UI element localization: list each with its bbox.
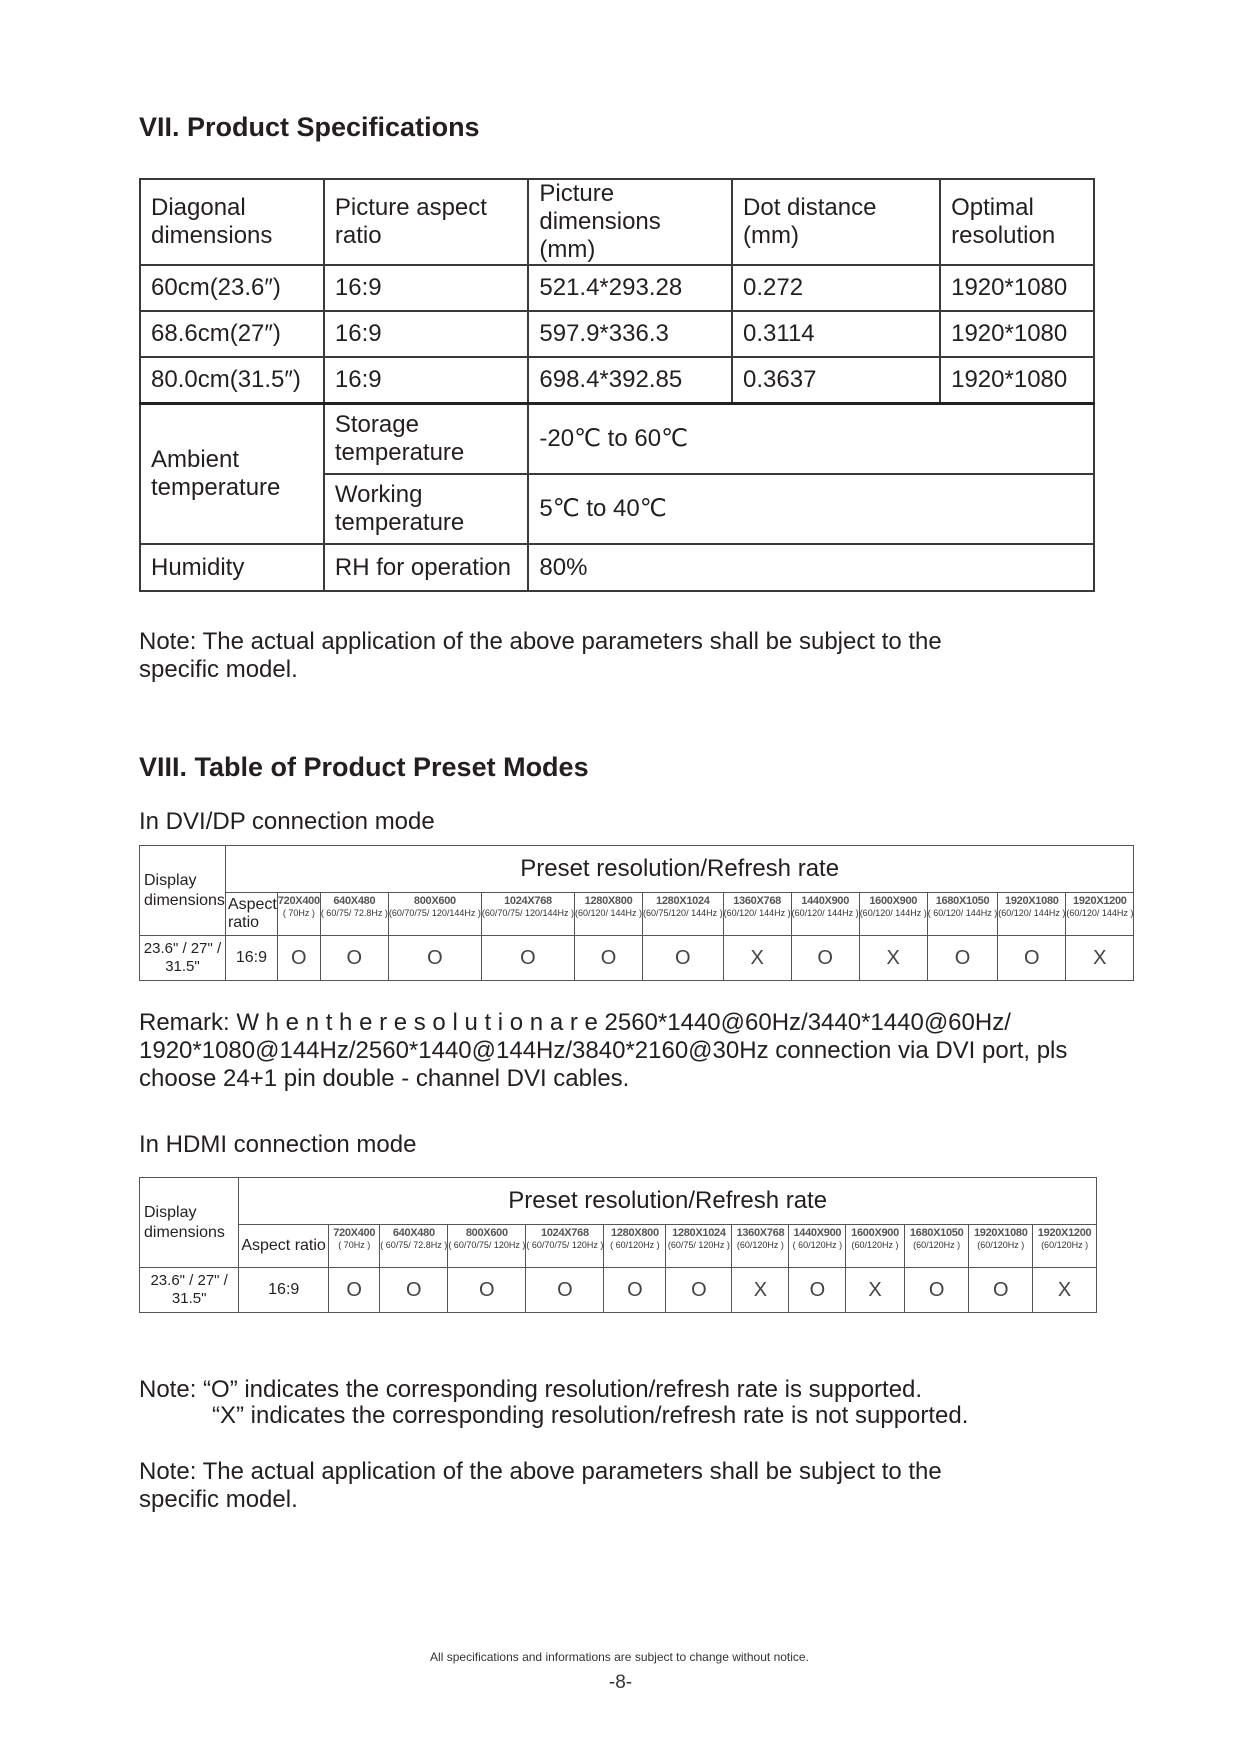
rh-label: RH for operation	[324, 544, 529, 591]
refresh-rates: (60/120/ 144Hz )	[1066, 908, 1134, 918]
cell: 1920*1080	[940, 265, 1094, 311]
page-number: -8-	[608, 1672, 633, 1693]
section7-note: Note: The actual application of the above parameters shall be subject to the specific model.	[139, 628, 942, 683]
resolution-header	[1033, 1225, 1097, 1268]
support-mark: O	[320, 936, 388, 981]
storage-temperature-value: -20℃ to 60℃	[528, 404, 1094, 475]
refresh-rates: (60/120/ 144Hz )	[791, 908, 859, 918]
support-mark: X	[1066, 936, 1134, 981]
resolution-name: 1440X900	[801, 895, 850, 907]
refresh-rates: ( 60/70/75/ 120Hz )	[448, 1240, 526, 1250]
refresh-rates: (60/120Hz )	[736, 1240, 784, 1250]
aspect-ratio-value: 16:9	[225, 936, 277, 981]
refresh-rates: (60/120Hz )	[1041, 1240, 1089, 1250]
aspect-ratio-label: Aspect ratio	[225, 893, 277, 936]
support-mark: X	[859, 936, 927, 981]
resolution-name: 1280X1024	[656, 895, 710, 907]
working-temperature-label: Working temperature	[324, 474, 529, 544]
cell: 16:9	[324, 265, 529, 311]
support-mark: O	[904, 1268, 969, 1313]
resolution-name: 1600X900	[851, 1227, 899, 1239]
hdmi-caption: In HDMI connection mode	[139, 1131, 417, 1158]
refresh-rates: (60/120/ 144Hz )	[859, 908, 927, 918]
working-temperature-value: 5℃ to 40℃	[528, 474, 1094, 544]
hdmi-preset-table	[139, 1177, 1097, 1313]
support-mark: O	[604, 1268, 666, 1313]
resolution-name: 720X400	[333, 1227, 376, 1239]
resolution-name: 800X600	[413, 895, 456, 907]
resolution-header	[380, 1225, 448, 1268]
support-mark: O	[789, 1268, 846, 1313]
resolution-header	[1066, 893, 1134, 936]
display-dimensions-label: Display dimensions	[140, 1178, 239, 1268]
refresh-rates: ( 60/75/ 72.8Hz )	[320, 908, 388, 918]
resolution-name: 1920X1080	[1005, 895, 1059, 907]
resolution-name: 1024X768	[541, 1227, 589, 1239]
dvi-caption: In DVI/DP connection mode	[139, 808, 435, 835]
resolution-header	[666, 1225, 732, 1268]
resolution-header	[789, 1225, 846, 1268]
resolution-header	[604, 1225, 666, 1268]
refresh-rates: (60/120Hz )	[913, 1240, 961, 1250]
refresh-rates: ( 70Hz )	[282, 908, 315, 918]
refresh-rates: (60/120Hz )	[977, 1240, 1025, 1250]
support-mark: O	[329, 1268, 380, 1313]
resolution-header	[388, 893, 481, 936]
support-mark: O	[969, 1268, 1033, 1313]
support-mark: O	[526, 1268, 604, 1313]
section8-title: VIII. Table of Product Preset Modes	[139, 752, 589, 782]
resolution-header	[904, 1225, 969, 1268]
spec-table	[139, 178, 1095, 592]
legend-o: Note: “O” indicates the corresponding resolution/refresh rate is supported.	[139, 1376, 923, 1403]
support-mark: O	[380, 1268, 448, 1313]
refresh-rates: (60/120Hz )	[851, 1240, 899, 1250]
resolution-name: 720X400	[277, 895, 320, 907]
display-dimensions-label: Display dimensions	[140, 846, 226, 936]
header-picture-dimensions: Picture dimensions (mm)	[528, 179, 732, 265]
header-aspect: Picture aspect ratio	[324, 179, 529, 265]
support-mark: O	[998, 936, 1066, 981]
resolution-header	[846, 1225, 905, 1268]
cell: 80.0cm(31.5″)	[140, 357, 324, 404]
cell: 698.4*392.85	[528, 357, 732, 404]
resolution-header	[927, 893, 998, 936]
resolution-name: 1280X800	[611, 1227, 659, 1239]
support-mark: O	[791, 936, 859, 981]
resolution-header	[723, 893, 791, 936]
model-sizes: 23.6" / 27" / 31.5"	[140, 1268, 239, 1313]
resolution-name: 1440X900	[793, 1227, 842, 1239]
resolution-header	[329, 1225, 380, 1268]
support-mark: O	[277, 936, 320, 981]
dvi-preset-table	[139, 845, 1134, 981]
refresh-rates: (60/120/ 144Hz )	[574, 908, 643, 918]
section7-title: VII. Product Specifications	[139, 112, 480, 142]
footer-disclaimer: All specifications and informations are subject to change without notice.	[430, 1650, 809, 1664]
remark: Remark: W h e n t h e r e s o l u t i o n a r e 2560*1440@60Hz/3440*1440@60Hz/ 1920*1080@144Hz/2560*1440@144Hz/3840*2160@30Hz connection via DVI port, pls choose 24+1 pin double - channel DVI cables.	[139, 1009, 1068, 1092]
resolution-name: 1280X800	[584, 895, 633, 907]
support-mark: O	[448, 1268, 526, 1313]
resolution-header	[859, 893, 927, 936]
resolution-name: 800X600	[465, 1227, 508, 1239]
resolution-name: 1920X1200	[1073, 895, 1127, 907]
humidity-label: Humidity	[140, 544, 324, 591]
resolution-name: 1680X1050	[909, 1227, 964, 1239]
resolution-name: 1680X1050	[935, 895, 990, 907]
cell: 0.3637	[732, 357, 940, 404]
resolution-header	[643, 893, 724, 936]
support-mark: O	[574, 936, 642, 981]
support-mark: O	[927, 936, 998, 981]
cell: 16:9	[324, 357, 529, 404]
resolution-name: 640X480	[392, 1227, 435, 1239]
cell: 60cm(23.6″)	[140, 265, 324, 311]
storage-temperature-label: Storage temperature	[324, 404, 529, 475]
refresh-rates: (60/75/ 120Hz )	[667, 1240, 730, 1250]
refresh-rates: ( 60/120Hz )	[610, 1240, 660, 1250]
model-sizes: 23.6" / 27" / 31.5"	[140, 936, 226, 981]
cell: 1920*1080	[940, 311, 1094, 357]
preset-header: Preset resolution/Refresh rate	[239, 1178, 1097, 1225]
refresh-rates: (60/120/ 144Hz )	[998, 908, 1066, 918]
aspect-ratio-label: Aspect ratio	[239, 1225, 329, 1268]
resolution-header	[969, 1225, 1033, 1268]
resolution-header	[481, 893, 574, 936]
resolution-header	[320, 893, 388, 936]
resolution-name: 1600X900	[869, 895, 918, 907]
resolution-header	[574, 893, 642, 936]
resolution-name: 640X480	[333, 895, 376, 907]
cell: 1920*1080	[940, 357, 1094, 404]
preset-header: Preset resolution/Refresh rate	[225, 846, 1133, 893]
cell: 68.6cm(27″)	[140, 311, 324, 357]
legend-x: “X” indicates the corresponding resolution/refresh rate is not supported.	[212, 1402, 969, 1429]
cell: 0.272	[732, 265, 940, 311]
resolution-header	[998, 893, 1066, 936]
cell: 16:9	[324, 311, 529, 357]
cell: 597.9*336.3	[528, 311, 732, 357]
resolution-name: 1280X1024	[672, 1227, 726, 1239]
support-mark: O	[388, 936, 481, 981]
ambient-temperature-label: Ambient temperature	[140, 404, 324, 545]
support-mark: X	[1033, 1268, 1097, 1313]
section8-note: Note: The actual application of the above parameters shall be subject to the specific model.	[139, 1458, 942, 1513]
support-mark: X	[723, 936, 791, 981]
refresh-rates: ( 60/120/ 144Hz )	[927, 908, 998, 918]
refresh-rates: (60/75/120/ 144Hz )	[643, 908, 723, 918]
refresh-rates: (60/70/75/ 120/144Hz )	[481, 908, 574, 918]
resolution-header	[732, 1225, 789, 1268]
resolution-header	[448, 1225, 526, 1268]
aspect-ratio-value: 16:9	[239, 1268, 329, 1313]
resolution-header	[791, 893, 859, 936]
support-mark: O	[643, 936, 724, 981]
refresh-rates: ( 70Hz )	[338, 1240, 371, 1250]
support-mark: O	[666, 1268, 732, 1313]
refresh-rates: ( 60/75/ 72.8Hz )	[380, 1240, 448, 1250]
resolution-header	[277, 893, 320, 936]
support-mark: X	[732, 1268, 789, 1313]
resolution-name: 1360X768	[736, 1227, 785, 1239]
header-diagonal: Diagonal dimensions	[140, 179, 324, 265]
support-mark: O	[481, 936, 574, 981]
header-optimal-resolution: Optimal resolution	[940, 179, 1094, 265]
support-mark: X	[846, 1268, 905, 1313]
refresh-rates: (60/70/75/ 120/144Hz )	[388, 908, 481, 918]
resolution-name: 1920X1080	[973, 1227, 1028, 1239]
resolution-name: 1024X768	[504, 895, 552, 907]
resolution-name: 1360X768	[733, 895, 781, 907]
cell: 0.3114	[732, 311, 940, 357]
resolution-header	[526, 1225, 604, 1268]
resolution-name: 1920X1200	[1037, 1227, 1092, 1239]
cell: 521.4*293.28	[528, 265, 732, 311]
rh-value: 80%	[528, 544, 1094, 591]
refresh-rates: (60/120/ 144Hz )	[723, 908, 791, 918]
header-dot-distance: Dot distance (mm)	[732, 179, 940, 265]
refresh-rates: ( 60/70/75/ 120Hz )	[526, 1240, 604, 1250]
refresh-rates: ( 60/120Hz )	[792, 1240, 843, 1250]
